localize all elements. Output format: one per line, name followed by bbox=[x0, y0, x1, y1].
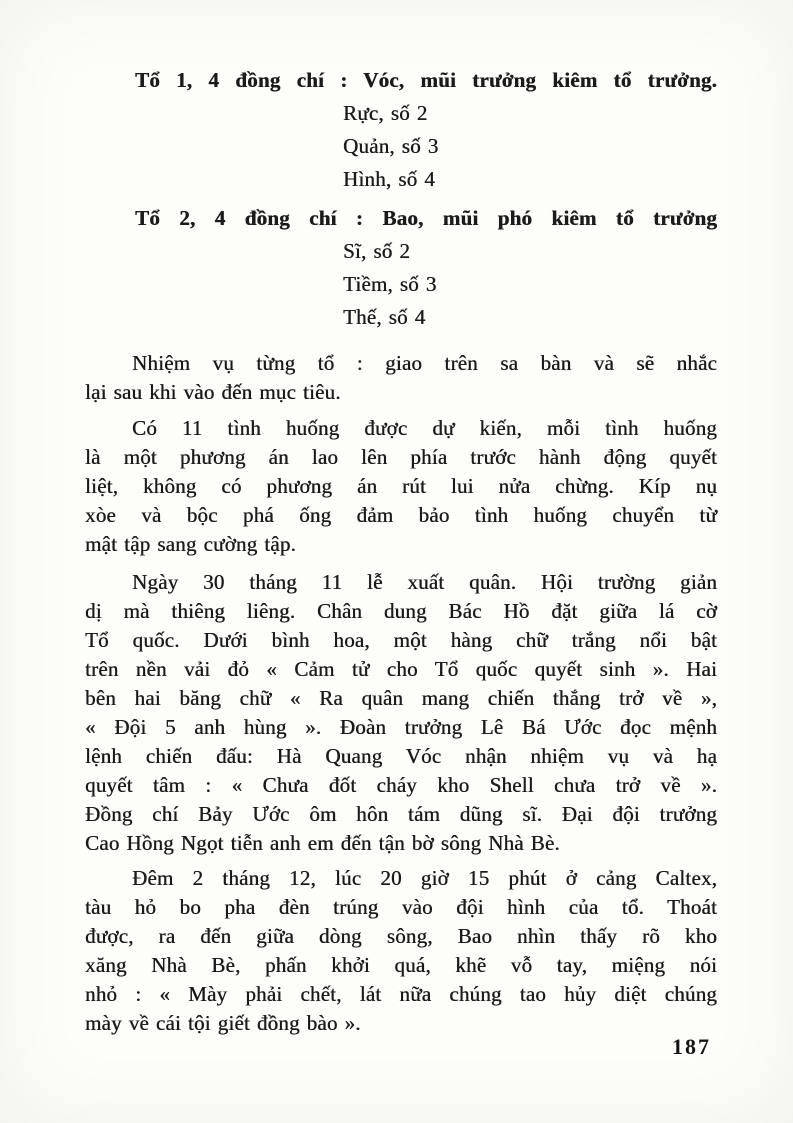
text-line: lại sau khi vào đến mục tiêu. bbox=[85, 380, 341, 404]
text-line: lệnh chiến đấu: Hà Quang Vóc nhận nhiệm vụ và hạ bbox=[85, 744, 717, 768]
text-line: Nhiệm vụ từng tổ : giao trên sa bàn và sẽ nhắc bbox=[132, 351, 717, 375]
text-line: Có 11 tình huống được dự kiến, mỗi tình huống bbox=[132, 416, 717, 440]
page-content bbox=[85, 64, 717, 1038]
text-line: trên nền vải đỏ « Cảm tử cho Tổ quốc quyết sinh ». Hai bbox=[85, 657, 717, 681]
team2-roster bbox=[85, 202, 717, 334]
team2-member-1: Sĩ, số 2 bbox=[343, 239, 411, 263]
text-line: Ngày 30 tháng 11 lễ xuất quân. Hội trường giản bbox=[132, 570, 717, 594]
team1-roster bbox=[85, 64, 717, 196]
text-line: tàu hỏ bo pha đèn trúng vào đội hình của tổ. Thoát bbox=[85, 895, 717, 919]
text-line: « Đội 5 anh hùng ». Đoàn trưởng Lê Bá Ước đọc mệnh bbox=[85, 715, 717, 739]
team2-heading: Tổ 2, 4 đồng chí : Bao, mũi phó kiêm tổ trưởng bbox=[135, 206, 717, 230]
text-line: xòe và bộc phá ống đảm bảo tình huống chuyển từ bbox=[85, 503, 717, 527]
paragraph-departure-ceremony bbox=[85, 568, 717, 858]
text-line: xăng Nhà Bè, phấn khởi quá, khẽ vỗ tay, miệng nói bbox=[85, 953, 717, 977]
team2-member-3: Thế, số 4 bbox=[343, 305, 426, 329]
text-line: mày về cái tội giết đồng bào ». bbox=[85, 1011, 361, 1035]
text-line: nhỏ : « Mày phải chết, lát nữa chúng tao hủy diệt chúng bbox=[85, 982, 717, 1006]
team1-heading: Tổ 1, 4 đồng chí : Vóc, mũi trưởng kiêm tổ trưởng. bbox=[135, 68, 717, 92]
team1-member-1: Rực, số 2 bbox=[343, 101, 428, 125]
team2-member-2: Tiềm, số 3 bbox=[343, 272, 437, 296]
text-line: là một phương án lao lên phía trước hành động quyết bbox=[85, 445, 717, 469]
text-line: dị mà thiêng liêng. Chân dung Bác Hồ đặt giữa lá cờ bbox=[85, 599, 717, 623]
text-line: Cao Hồng Ngọt tiễn anh em đến tận bờ sông Nhà Bè. bbox=[85, 831, 560, 855]
team1-member-2: Quản, số 3 bbox=[343, 134, 439, 158]
text-line: quyết tâm : « Chưa đốt cháy kho Shell chưa trở về ». bbox=[85, 773, 717, 797]
team1-member-3: Hình, số 4 bbox=[343, 167, 435, 191]
text-line: Đêm 2 tháng 12, lúc 20 giờ 15 phút ở cảng Caltex, bbox=[132, 866, 717, 890]
text-line: mật tập sang cường tập. bbox=[85, 532, 296, 556]
text-line: Tổ quốc. Dưới bình hoa, một hàng chữ trắng nổi bật bbox=[85, 628, 717, 652]
text-line: liệt, không có phương án rút lui nửa chừng. Kíp nụ bbox=[85, 474, 717, 498]
paragraph-situation-plans bbox=[85, 414, 717, 559]
text-line: Đồng chí Bảy Ước ôm hôn tám dũng sĩ. Đại đội trưởng bbox=[85, 802, 717, 826]
text-line: được, ra đến giữa dòng sông, Bao nhìn thấy rõ kho bbox=[85, 924, 717, 948]
paragraph-caltex-night bbox=[85, 864, 717, 1038]
page-number: 187 bbox=[672, 1034, 711, 1059]
paragraph-task-briefing bbox=[85, 349, 717, 407]
text-line: bên hai băng chữ « Ra quân mang chiến thắng trở về », bbox=[85, 686, 717, 710]
